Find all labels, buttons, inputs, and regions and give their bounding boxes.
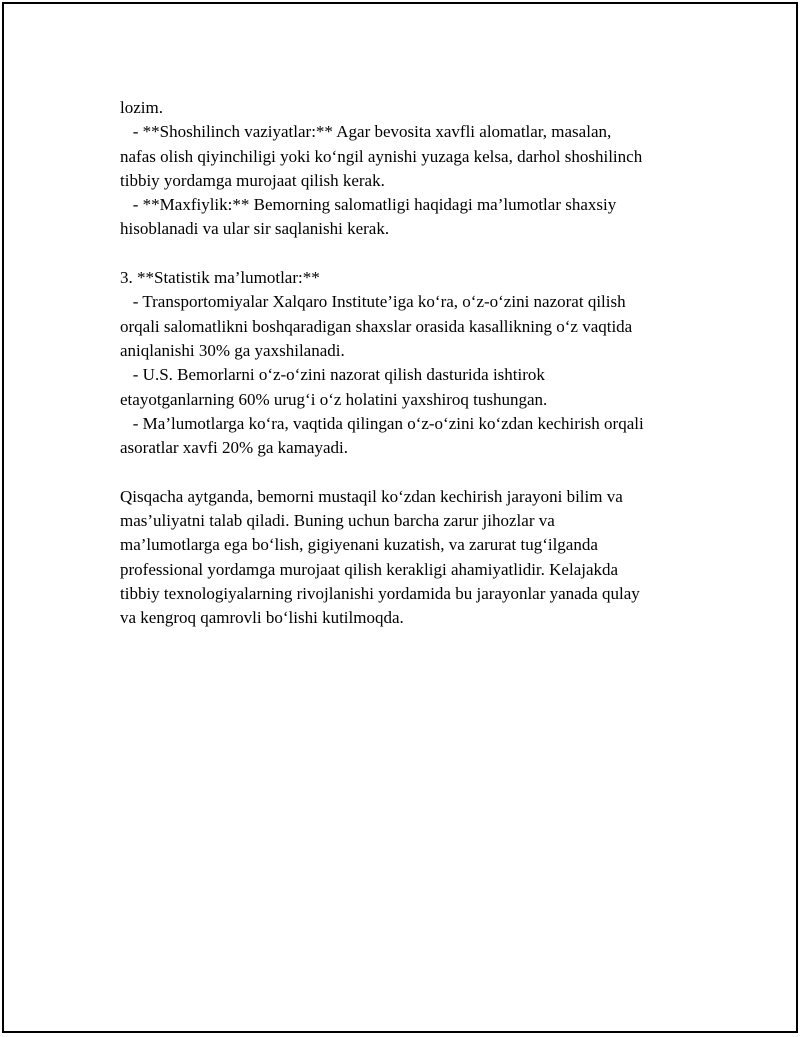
text-line: - **Maxfiylik:** Bemorning salomatligi haqidagi ma’lumotlar shaxsiy	[120, 195, 617, 215]
statistic-item	[120, 363, 700, 412]
text-line: - U.S. Bemorlarni o‘z-o‘zini nazorat qilish dasturida ishtirok	[120, 365, 545, 385]
statistics-section	[120, 266, 700, 460]
statistic-item	[120, 290, 700, 363]
text-line: tibbiy yordamga murojaat qilish kerak.	[120, 170, 385, 190]
document-body	[120, 96, 700, 631]
text-line: professional yordamga murojaat qilish kerakligi ahamiyatlidir. Kelajakda	[120, 559, 619, 579]
text-line: - Ma’lumotlarga ko‘ra, vaqtida qilingan o‘z-o‘zini ko‘zdan kechirish orqali	[120, 413, 644, 433]
text-line: asoratlar xavfi 20% ga kamayadi.	[120, 438, 348, 458]
text-line: aniqlanishi 30% ga yaxshilanadi.	[120, 340, 345, 360]
section-heading: 3. **Statistik ma’lumotlar:**	[120, 268, 320, 288]
intro-tail-line: lozim.	[120, 98, 163, 117]
text-line: - Transportomiyalar Xalqaro Institute’iga ko‘ra, o‘z-o‘zini nazorat qilish	[120, 292, 626, 312]
privacy-item	[120, 193, 700, 242]
statistic-item	[120, 412, 700, 461]
text-line: tibbiy texnologiyalarning rivojlanishi yordamida bu jarayonlar yanada qulay	[120, 583, 640, 603]
text-line: ma’lumotlarga ega bo‘lish, gigiyenani kuzatish, va zarurat tug‘ilganda	[120, 535, 598, 555]
conclusion-paragraph	[120, 485, 700, 631]
text-line: hisoblanadi va ular sir saqlanishi kerak.	[120, 219, 390, 239]
text-line: Qisqacha aytganda, bemorni mustaqil ko‘zdan kechirish jarayoni bilim va	[120, 486, 623, 506]
text-line: - **Shoshilinch vaziyatlar:** Agar bevosita xavfli alomatlar, masalan,	[120, 122, 612, 142]
text-line: va kengroq qamrovli bo‘lishi kutilmoqda.	[120, 608, 404, 628]
document-page	[2, 2, 798, 1033]
emergency-item	[120, 120, 700, 193]
text-line: orqali salomatlikni boshqaradigan shaxslar orasida kasallikning o‘z vaqtida	[120, 316, 633, 336]
paragraph-spacer	[120, 242, 700, 266]
paragraph-spacer	[120, 460, 700, 484]
text-line: mas’uliyatni talab qiladi. Buning uchun barcha zarur jihozlar va	[120, 511, 555, 531]
text-line: etayotganlarning 60% urug‘i o‘z holatini yaxshiroq tushungan.	[120, 389, 548, 409]
text-line: nafas olish qiyinchiligi yoki ko‘ngil aynishi yuzaga kelsa, darhol shoshilinch	[120, 146, 643, 166]
